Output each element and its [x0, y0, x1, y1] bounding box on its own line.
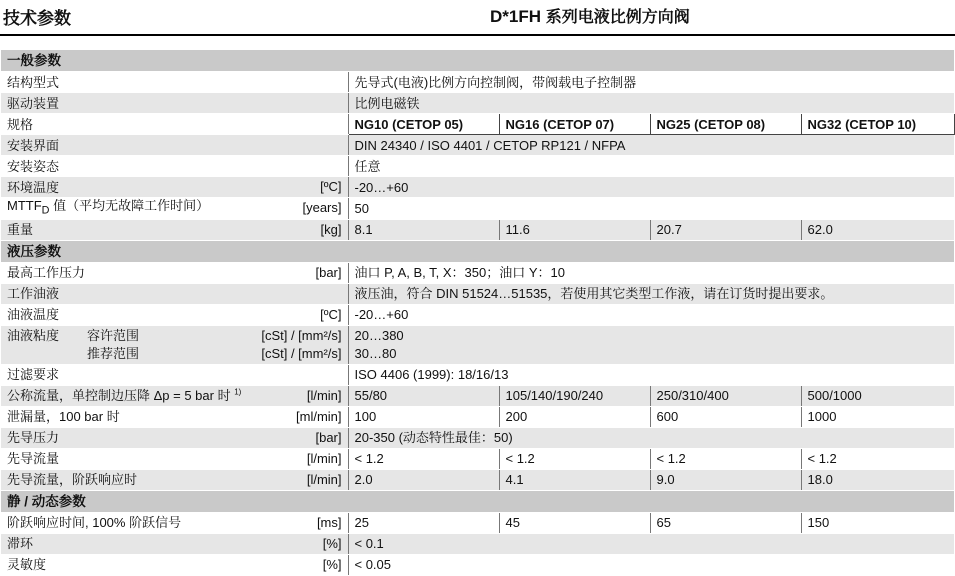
row-value: 11.6	[499, 219, 650, 240]
table-row	[1, 427, 954, 448]
row-value: 9.0	[650, 469, 801, 490]
table-row	[1, 533, 954, 554]
table-row	[1, 283, 954, 304]
row-value: 65	[650, 512, 801, 533]
row-unit: [bar]	[315, 264, 342, 280]
section-title: 静 / 动态参数	[1, 490, 954, 512]
mttf-subscript: D	[41, 204, 50, 217]
row-value: 105/140/190/240	[499, 385, 650, 406]
table-row	[1, 156, 954, 177]
row-value-cell	[348, 325, 954, 364]
row-value: 比例电磁铁	[348, 93, 954, 114]
row-value: < 1.2	[348, 448, 499, 469]
row-unit: [%]	[322, 556, 342, 572]
size-header: NG10 (CETOP 05)	[348, 114, 499, 135]
page-title: 技术参数	[3, 9, 71, 28]
row-label-cell	[1, 198, 348, 220]
row-value: 55/80	[348, 385, 499, 406]
row-value: 1000	[801, 406, 954, 427]
size-header: NG16 (CETOP 07)	[499, 114, 650, 135]
viscosity-values	[355, 326, 949, 364]
row-unit: [ºC]	[320, 179, 342, 194]
row-value: 20.7	[650, 219, 801, 240]
row-label-cell	[1, 385, 348, 406]
row-label-cell	[1, 304, 348, 325]
document-title	[490, 4, 690, 27]
row-label-cell	[1, 512, 348, 533]
table-row	[1, 262, 954, 283]
row-label: 重量	[7, 222, 34, 238]
row-value: < 0.05	[348, 554, 954, 575]
row-label: 最高工作压力	[7, 265, 86, 281]
row-value: 100	[348, 406, 499, 427]
row-label: 油液粘度	[7, 327, 60, 343]
row-label-cell	[1, 325, 348, 364]
row-unit: [l/min]	[306, 471, 342, 487]
row-value: 500/1000	[801, 385, 954, 406]
row-value: 液压油，符合 DIN 51524…51535，若使用其它类型工作液，请在订货时提出要求。	[348, 283, 954, 304]
footnote-marker: 1)	[234, 387, 242, 397]
table-row	[1, 304, 954, 325]
row-unit: [ºC]	[320, 306, 342, 322]
series-subtitle: 系列电液比例方向阀	[545, 9, 690, 26]
row-value: 50	[348, 198, 954, 220]
row-value: 45	[499, 512, 650, 533]
size-header: NG25 (CETOP 08)	[650, 114, 801, 135]
row-label-cell	[1, 448, 348, 469]
row-sublabel: 推荐范围	[87, 345, 140, 361]
table-row	[1, 114, 954, 135]
row-value: 4.1	[499, 469, 650, 490]
table-row	[1, 364, 954, 385]
viscosity-label-block	[7, 326, 342, 364]
row-unit: [years]	[302, 200, 342, 215]
row-label-cell	[1, 427, 348, 448]
row-label: 结构型式	[1, 72, 348, 93]
section-title: 液压参数	[1, 240, 954, 262]
row-unit: [cSt] / [mm²/s]	[261, 345, 342, 361]
row-unit: [kg]	[320, 221, 342, 237]
row-unit: [bar]	[315, 429, 342, 445]
row-label: 油液温度	[7, 307, 60, 323]
row-sublabel: 容许范围	[87, 327, 140, 343]
row-unit: [cSt] / [mm²/s]	[261, 327, 342, 343]
row-label: 灵敏度	[7, 557, 47, 573]
row-unit: [ms]	[316, 514, 342, 530]
section-hydraulic	[1, 240, 954, 262]
row-label-cell	[1, 406, 348, 427]
table-row	[1, 219, 954, 240]
page-header	[0, 0, 955, 36]
row-label: 滞环	[7, 536, 34, 552]
row-value: 200	[499, 406, 650, 427]
row-label: 工作油液	[1, 283, 348, 304]
row-label: 泄漏量，100 bar 时	[7, 409, 120, 425]
row-label: 过滤要求	[1, 364, 348, 385]
row-value: 2.0	[348, 469, 499, 490]
row-value: 62.0	[801, 219, 954, 240]
table-row	[1, 325, 954, 364]
table-row	[1, 72, 954, 93]
mttf-text: MTTF	[7, 198, 42, 213]
row-value: 150	[801, 512, 954, 533]
row-value: < 1.2	[650, 448, 801, 469]
row-unit: [%]	[322, 535, 342, 551]
section-dynamic	[1, 490, 954, 512]
row-label: 先导流量，阶跃响应时	[7, 472, 138, 488]
row-label: 安装界面	[1, 135, 348, 156]
row-label-cell	[1, 469, 348, 490]
row-value: DIN 24340 / ISO 4401 / CETOP RP121 / NFPA	[348, 135, 954, 156]
row-value: 18.0	[801, 469, 954, 490]
row-label: 阶跃响应时间, 100% 阶跃信号	[7, 515, 182, 531]
row-unit: [l/min]	[306, 450, 342, 466]
row-label: 先导压力	[7, 430, 60, 446]
row-label: 安装姿态	[1, 156, 348, 177]
mttf-desc: 值（平均无故障工作时间）	[49, 198, 210, 213]
row-value: 25	[348, 512, 499, 533]
row-value: < 1.2	[801, 448, 954, 469]
row-value: -20…+60	[348, 304, 954, 325]
row-label-cell	[1, 177, 348, 198]
row-unit: [ml/min]	[296, 408, 342, 424]
table-row	[1, 448, 954, 469]
row-value: 20…380	[354, 327, 404, 343]
row-value: 先导式(电液)比例方向控制阀，带阀载电子控制器	[348, 72, 954, 93]
table-row	[1, 93, 954, 114]
section-title: 一般参数	[1, 50, 954, 72]
row-label-cell	[1, 554, 348, 575]
row-value: 30…80	[354, 345, 397, 361]
row-value: < 0.1	[348, 533, 954, 554]
model-code: D*1FH	[490, 7, 542, 26]
table-row	[1, 512, 954, 533]
row-value: 油口 P, A, B, T, X：350；油口 Y：10	[348, 262, 954, 283]
row-value: 20-350 (动态特性最佳：50)	[348, 427, 954, 448]
row-value: -20…+60	[348, 177, 954, 198]
row-label: 环境温度	[7, 179, 60, 195]
row-value: < 1.2	[499, 448, 650, 469]
row-label-cell	[1, 219, 348, 240]
spec-table	[1, 50, 955, 576]
row-value: 任意	[348, 156, 954, 177]
row-value: 250/310/400	[650, 385, 801, 406]
row-label-cell	[1, 262, 348, 283]
row-label: 驱动装置	[1, 93, 348, 114]
table-row	[1, 554, 954, 575]
table-row	[1, 385, 954, 406]
table-row	[1, 406, 954, 427]
section-general	[1, 50, 954, 72]
row-label-cell	[1, 533, 348, 554]
row-label: 规格	[1, 114, 348, 135]
row-value: ISO 4406 (1999): 18/16/13	[348, 364, 954, 385]
row-unit: [l/min]	[306, 387, 342, 403]
row-label	[7, 198, 210, 217]
table-row	[1, 469, 954, 490]
table-row	[1, 177, 954, 198]
row-label: 公称流量，单控制边压降 Δp = 5 bar 时	[7, 388, 231, 404]
table-row	[1, 135, 954, 156]
size-header: NG32 (CETOP 10)	[801, 114, 954, 135]
row-label: 先导流量	[7, 451, 60, 467]
table-row	[1, 198, 954, 220]
row-value: 8.1	[348, 219, 499, 240]
row-value: 600	[650, 406, 801, 427]
